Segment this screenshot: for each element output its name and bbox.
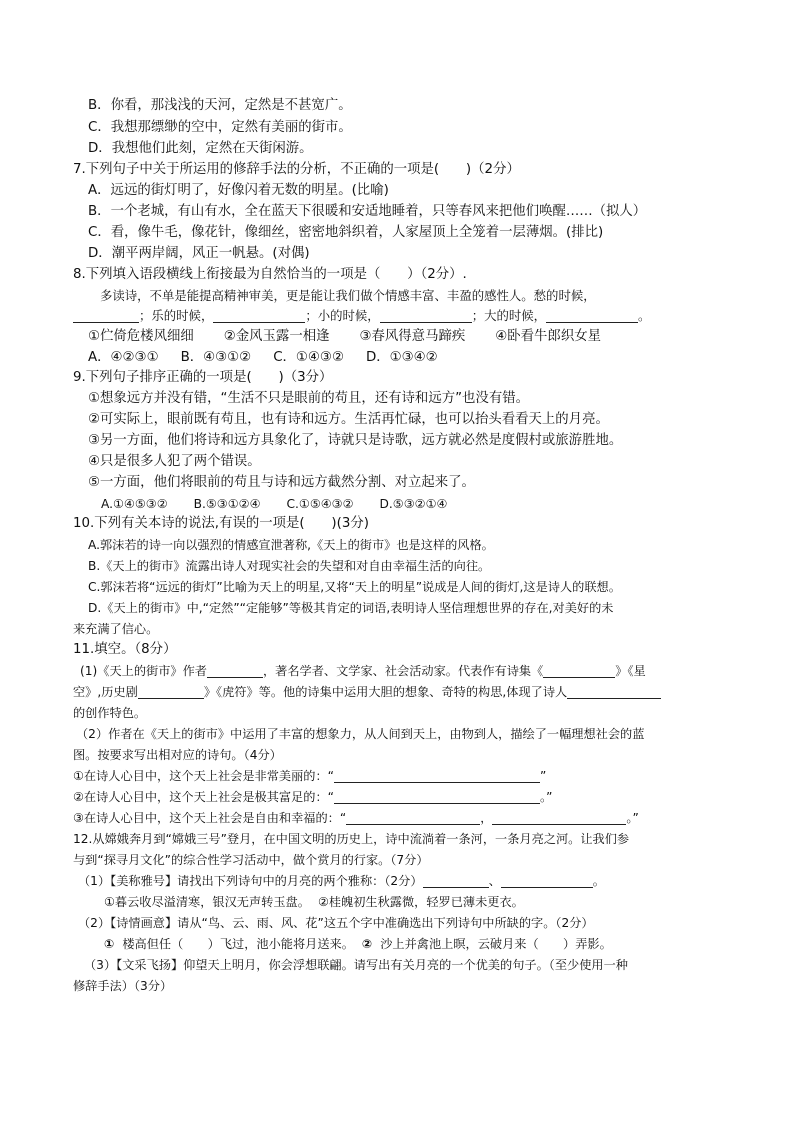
q11-item-1 [73, 767, 546, 785]
q9-answer-d: D.⑤③②①④ [379, 497, 448, 511]
q12-part3-line2: 修辞手法）（3分） [73, 979, 173, 993]
q12-poem-2: ②桂魄初生秋露微，轻罗已薄未更衣。 [317, 895, 524, 909]
q11-part2-line2: 图。按要求写出相对应的诗句。（4分） [73, 748, 282, 762]
q12-stem-line1: 12.从嫦娥奔月到“嫦娥三号”登月，在中国文明的历史上，诗中流淌着一条河，一条月亮之河。让我们参 [73, 832, 630, 846]
q8-answers-row [88, 349, 438, 367]
blank-item-1[interactable] [334, 768, 540, 783]
q9-sentence-4: ④只是很多人犯了两个错误。 [88, 454, 261, 469]
q11-text: 》《虎符》等。他的诗集中运用大胆的想象、奇特的构思,体现了诗人 [203, 685, 568, 699]
blank-moon-name-1[interactable] [423, 873, 489, 888]
q12-part1-end: 。 [592, 874, 605, 888]
q11-item-2-close: 。” [540, 790, 553, 804]
q11-part1-line2 [73, 683, 661, 701]
q10-stem: 10.下列有关本诗的说法,有误的一项是( )(3分) [73, 516, 369, 531]
q11-text: 空》,历史剧 [73, 685, 138, 699]
q12-part1-poems [104, 893, 524, 911]
q12-part2-num-1: ① [104, 937, 115, 951]
q9-answer-c: C.①⑤④③② [286, 497, 354, 511]
blank-4[interactable] [546, 308, 638, 323]
q10-option-b: B.《天上的街市》流露出诗人对现实社会的失望和对自由幸福生活的向往。 [88, 559, 491, 573]
blank-drama[interactable] [138, 684, 204, 699]
q8-line-3: ③春风得意马蹄疾 [359, 329, 466, 344]
q12-part2-poem-1: 楼高但任（ ）飞过，池小能将月送来。 [122, 937, 354, 951]
blank-item-2[interactable] [334, 789, 540, 804]
q8-answer-b: B．④③①② [180, 350, 252, 365]
q11-part2-line1: （2）作者在《天上的街市》中运用了丰富的想象力，从人间到天上，由物到人，描绘了一幅理想社会的蓝 [76, 727, 645, 741]
q12-part3-line1: （3）【文采飞扬】仰望天上明月，你会浮想联翩。请写出有关月亮的一个优美的句子。（至少使用一种 [84, 958, 628, 972]
q11-stem: 11.填空。（8分） [73, 642, 177, 657]
q7-option-a: A．远远的街灯明了，好像闪着无数的明星。(比喻) [88, 183, 389, 198]
text-da: ；大的时候， [471, 308, 547, 323]
blank-poetry-collection[interactable] [543, 663, 615, 678]
blank-author[interactable] [207, 663, 263, 678]
q12-part1-sep: 、 [488, 874, 501, 888]
q8-lines-row [88, 328, 601, 346]
blank-moon-name-2[interactable] [501, 873, 593, 888]
q9-stem: 9.下列句子排序正确的一项是( )（3分） [73, 370, 333, 385]
q8-passage-line2 [73, 307, 650, 325]
q12-part2: （2）【诗情画意】请从“鸟、云、雨、风、花”这五个字中准确选出下列诗句中所缺的字。（2分） [78, 916, 594, 930]
blank-item-3a[interactable] [346, 810, 480, 825]
blank-item-3b[interactable] [492, 810, 626, 825]
q9-sentence-2: ②可实际上，眼前既有苟且，也有诗和远方。生活再忙碌，也可以抬头看看天上的月亮。 [88, 412, 609, 427]
blank-style[interactable] [567, 684, 661, 699]
q8-answer-c: C．①④③② [273, 350, 344, 365]
text-le: ；乐的时候， [139, 308, 214, 323]
q10-option-a: A.郭沫若的诗一向以强烈的情感宣泄著称,《天上的街市》也是这样的风格。 [88, 538, 494, 552]
q11-item-2 [73, 788, 552, 806]
q11-item-3-text: ③在诗人心目中，这个天上社会是自由和幸福的：“ [73, 811, 347, 825]
blank-3[interactable] [380, 308, 472, 323]
q8-stem: 8.下列填入语段横线上衔接最为自然恰当的一项是（ ）（2分）. [73, 267, 467, 282]
q6-option-d: D．我想他们此刻，定然在天街闲游。 [88, 141, 313, 156]
q10-option-c: C.郭沫若将“远远的街灯”比喻为天上的明星,又将“天上的明星”说成是人间的街灯,这是诗人的联想。 [88, 580, 621, 594]
q11-item-3-mid: ， [480, 811, 493, 825]
q7-option-d: D．潮平两岸阔，风正一帆悬。(对偶) [88, 246, 310, 261]
q11-part1-line1 [80, 662, 646, 680]
q10-option-d-line2: 来充满了信心。 [73, 622, 159, 636]
q8-answer-d: D．①③④② [365, 350, 438, 365]
text-xiao: ；小的时候， [305, 308, 380, 323]
q12-part2-poems [104, 935, 612, 953]
q10-option-d-line1: D.《天上的街市》中,“定然”“定能够”等极其肯定的词语,表明诗人坚信理想世界的存在,对美好的未 [88, 601, 614, 615]
q11-item-3-close: 。” [626, 811, 639, 825]
q11-item-3 [73, 809, 639, 827]
q11-part1-line3: 的创作特色。 [73, 706, 147, 720]
q8-line-4: ④卧看牛郎织女星 [495, 329, 601, 344]
q12-stem-line2: 与到“探寻月文化”的综合性学习活动中，做个赏月的行家。（7分） [73, 853, 429, 867]
q11-text: 》《星 [615, 664, 646, 678]
blank-1[interactable] [73, 308, 139, 323]
q7-option-c: C．看，像牛毛，像花针，像细丝，密密地斜织着，人家屋顶上全笼着一层薄烟。(排比) [88, 225, 604, 240]
q11-item-1-close: ” [540, 769, 547, 783]
q8-line-1: ①伫倚危楼风细细 [88, 329, 194, 344]
q9-sentence-1: ①想象远方并没有错，“生活不只是眼前的苟且，还有诗和远方”也没有错。 [88, 391, 529, 406]
q9-sentence-3: ③另一方面，他们将诗和远方具象化了，诗就只是诗歌，远方就必然是度假村或旅游胜地。 [88, 433, 623, 448]
blank-2[interactable] [213, 308, 305, 323]
q8-answer-a: A．④②③① [88, 350, 159, 365]
q6-option-b: B．你看，那浅浅的天河，定然是不甚宽广。 [88, 98, 352, 113]
q9-answer-a: A.①④⑤③② [101, 497, 168, 511]
q6-option-c: C．我想那缥缈的空中，定然有美丽的街市。 [88, 120, 352, 135]
q12-poem-1: ①暮云收尽溢清寒，银汉无声转玉盘。 [104, 895, 310, 909]
q12-part2-num-2: ② [361, 937, 373, 951]
q11-item-1-text: ①在诗人心目中，这个天上社会是非常美丽的：“ [73, 769, 334, 783]
q9-sentence-5: ⑤一方面，他们将眼前的苟且与诗和远方截然分割、对立起来了。 [88, 475, 475, 490]
q12-part2-poem-2: 沙上并禽池上暝，云破月来（ ）弄影。 [380, 937, 612, 951]
q11-item-2-text: ②在诗人心目中，这个天上社会是极其富足的：“ [73, 790, 334, 804]
q11-text: ，著名学者、文学家、社会活动家。代表作有诗集《 [262, 664, 544, 678]
q12-part1 [78, 872, 605, 890]
q11-text: (1)《天上的街市》作者 [80, 664, 207, 678]
q7-option-b: B．一个老城，有山有水，全在蓝天下很暖和安适地睡着，只等春风来把他们唤醒……（拟人） [88, 204, 647, 219]
q8-passage-line1: 多读诗，不单是能提高精神审美，更是能让我们做个情感丰富、丰盈的感性人。愁的时候， [100, 288, 596, 303]
q7-stem: 7.下列句子中关于所运用的修辞手法的分析，不正确的一项是( )（2分） [73, 162, 520, 177]
text-end: 。 [638, 308, 651, 323]
q9-answers-row [101, 495, 447, 513]
q8-line-2: ②金风玉露一相逢 [223, 329, 330, 344]
q9-answer-b: B.⑤③①②④ [193, 497, 261, 511]
q12-part1-text: （1）【美称雅号】请找出下列诗句中的月亮的两个雅称：（2分） [78, 874, 423, 888]
